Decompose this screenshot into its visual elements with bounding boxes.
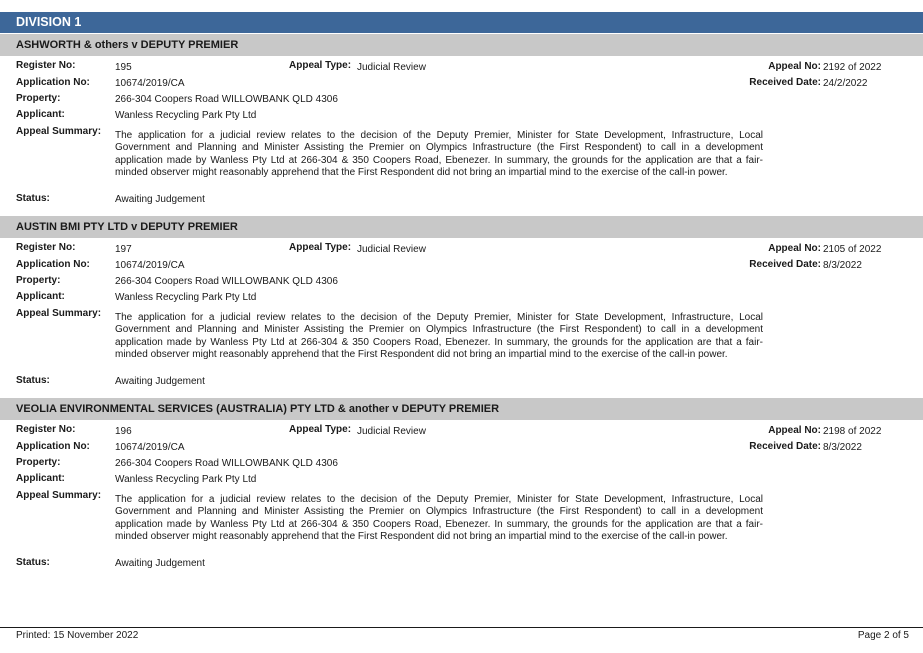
property-value: 266-304 Coopers Road WILLOWBANK QLD 4306 <box>115 458 338 469</box>
status-label: Status: <box>16 557 50 568</box>
application-no-value: 10674/2019/CA <box>115 78 185 89</box>
applicant-label: Applicant: <box>16 473 65 484</box>
appeal-type-value: Judicial Review <box>357 62 426 73</box>
application-no-label: Application No: <box>16 259 90 270</box>
appeal-no-label: Appeal No: <box>768 425 821 436</box>
appeal-no-value: 2192 of 2022 <box>823 62 882 73</box>
applicant-label: Applicant: <box>16 109 65 120</box>
case-record <box>0 34 923 210</box>
received-date-label: Received Date: <box>749 441 821 452</box>
appeal-no-value: 2105 of 2022 <box>823 244 882 255</box>
status-value: Awaiting Judgement <box>115 558 205 569</box>
appeal-type-label: Appeal Type: <box>289 242 352 253</box>
applicant-value: Wanless Recycling Park Pty Ltd <box>115 110 257 121</box>
received-date-value: 24/2/2022 <box>823 78 868 89</box>
case-title: VEOLIA ENVIRONMENTAL SERVICES (AUSTRALIA) PTY LTD & another v DEPUTY PREMIER <box>0 398 923 420</box>
appeal-summary-label: Appeal Summary: <box>16 126 102 137</box>
applicant-label: Applicant: <box>16 291 65 302</box>
appeal-type-value: Judicial Review <box>357 244 426 255</box>
appeal-summary-text: The application for a judicial review relates to the decision of the Deputy Premier, Minister for State Development, Infrastructure, Local Government and Planning and Minister Assisting the Premier on Olympics Infrastructure (the First Respondent) to call in a development application made by Wanless Pty Ltd at 266-304 & 350 Coopers Road, Ebenezer. In summary, the grounds for the application are that a fair-minded observer might reasonably apprehend that the First Respondent did not bring an impartial mind to the exercise of the call-in power. <box>115 312 763 361</box>
case-record <box>0 398 923 574</box>
property-value: 266-304 Coopers Road WILLOWBANK QLD 4306 <box>115 276 338 287</box>
division-header: DIVISION 1 <box>0 12 923 33</box>
register-no-label: Register No: <box>16 424 76 435</box>
received-date-label: Received Date: <box>749 77 821 88</box>
appeal-summary-text: The application for a judicial review relates to the decision of the Deputy Premier, Minister for State Development, Infrastructure, Local Government and Planning and Minister Assisting the Premier on Olympics Infrastructure (the First Respondent) to call in a development application made by Wanless Pty Ltd at 266-304 & 350 Coopers Road, Ebenezer. In summary, the grounds for the application are that a fair-minded observer might reasonably apprehend that the First Respondent did not bring an impartial mind to the exercise of the call-in power. <box>115 130 763 179</box>
status-label: Status: <box>16 375 50 386</box>
footer-divider <box>0 627 923 628</box>
case-title: ASHWORTH & others v DEPUTY PREMIER <box>0 34 923 56</box>
appeal-summary-label: Appeal Summary: <box>16 308 102 319</box>
application-no-value: 10674/2019/CA <box>115 442 185 453</box>
page-number: Page 2 of 5 <box>857 630 909 641</box>
property-label: Property: <box>16 275 61 286</box>
case-title: AUSTIN BMI PTY LTD v DEPUTY PREMIER <box>0 216 923 238</box>
applicant-value: Wanless Recycling Park Pty Ltd <box>115 474 257 485</box>
received-date-value: 8/3/2022 <box>823 260 862 271</box>
application-no-label: Application No: <box>16 441 90 452</box>
case-record <box>0 216 923 392</box>
status-label: Status: <box>16 193 50 204</box>
application-no-label: Application No: <box>16 77 90 88</box>
register-no-value: 197 <box>115 244 132 255</box>
register-no-label: Register No: <box>16 242 76 253</box>
received-date-value: 8/3/2022 <box>823 442 862 453</box>
application-no-value: 10674/2019/CA <box>115 260 185 271</box>
property-value: 266-304 Coopers Road WILLOWBANK QLD 4306 <box>115 94 338 105</box>
status-value: Awaiting Judgement <box>115 376 205 387</box>
property-label: Property: <box>16 93 61 104</box>
appeal-summary-text: The application for a judicial review relates to the decision of the Deputy Premier, Minister for State Development, Infrastructure, Local Government and Planning and Minister Assisting the Premier on Olympics Infrastructure (the First Respondent) to call in a development application made by Wanless Pty Ltd at 266-304 & 350 Coopers Road, Ebenezer. In summary, the grounds for the application are that a fair-minded observer might reasonably apprehend that the First Respondent did not bring an impartial mind to the exercise of the call-in power. <box>115 494 763 543</box>
applicant-value: Wanless Recycling Park Pty Ltd <box>115 292 257 303</box>
appeal-type-label: Appeal Type: <box>289 60 352 71</box>
appeal-no-label: Appeal No: <box>768 243 821 254</box>
appeal-type-label: Appeal Type: <box>289 424 352 435</box>
printed-date: Printed: 15 November 2022 <box>16 630 139 641</box>
register-no-value: 195 <box>115 62 132 73</box>
status-value: Awaiting Judgement <box>115 194 205 205</box>
appeal-type-value: Judicial Review <box>357 426 426 437</box>
appeal-summary-label: Appeal Summary: <box>16 490 102 501</box>
appeal-no-value: 2198 of 2022 <box>823 426 882 437</box>
register-no-value: 196 <box>115 426 132 437</box>
appeal-no-label: Appeal No: <box>768 61 821 72</box>
register-no-label: Register No: <box>16 60 76 71</box>
property-label: Property: <box>16 457 61 468</box>
received-date-label: Received Date: <box>749 259 821 270</box>
